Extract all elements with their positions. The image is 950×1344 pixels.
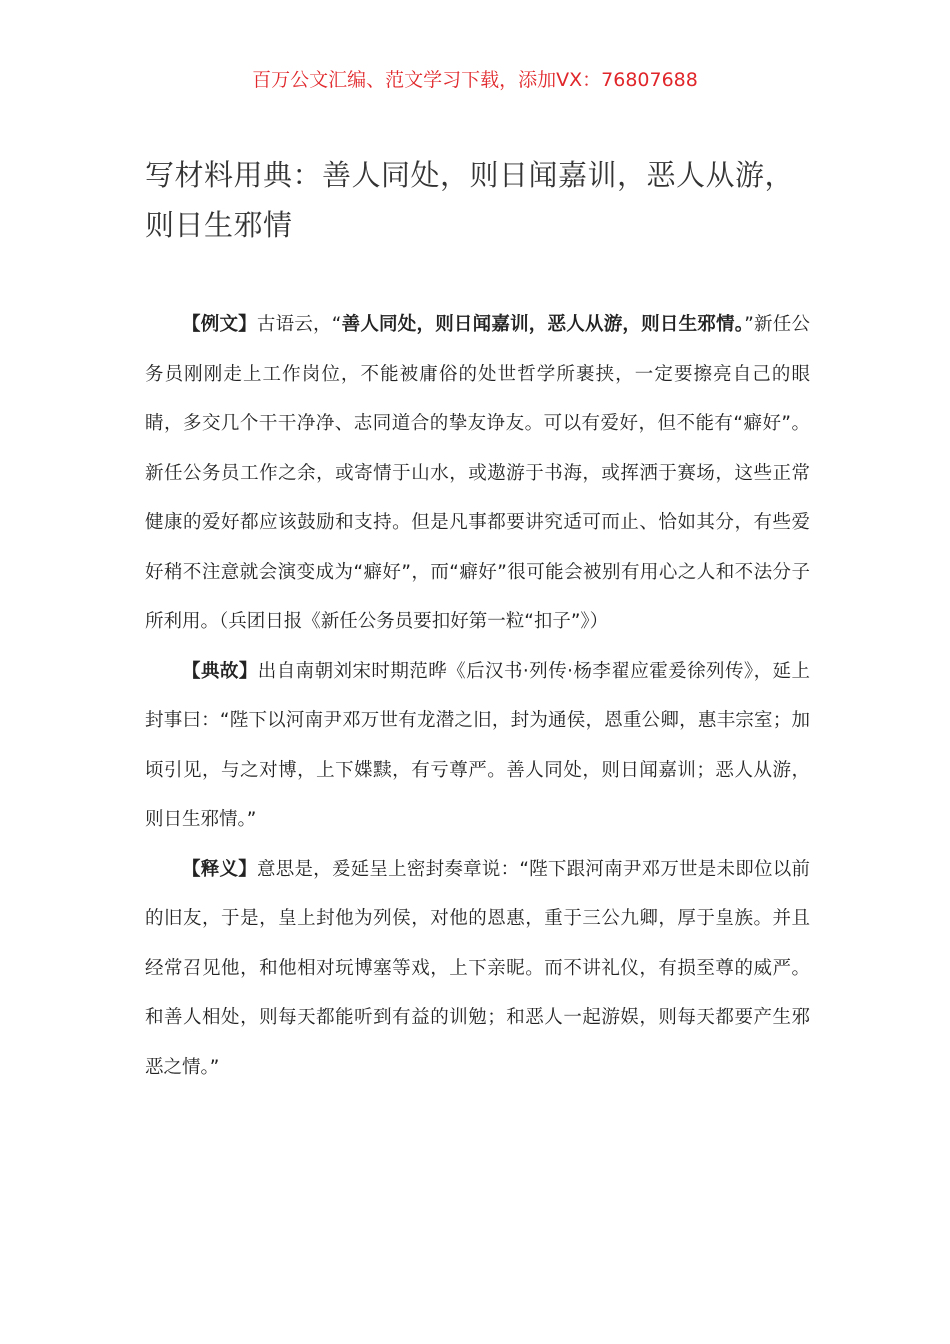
allusion-text: 出自南朝刘宋时期范晔《后汉书·列传·杨李翟应霍爰徐列传》，延上封事曰：“陛下以河南尹邓万世有龙潜之旧，封为通侯，恩重公卿，惠丰宗室；加顷引见，与之对博，上下媟黩，有亏尊严。善人同处，则日闻嘉训；恶人从游，则日生邪情。” <box>145 660 810 830</box>
example-intro: 古语云，“ <box>256 314 342 335</box>
meaning-tag: 【释义】 <box>182 858 257 880</box>
example-text: ”新任公务员刚刚走上工作岗位，不能被庸俗的处世哲学所裹挟，一定要擦亮自己的眼睛，多交几个干干净净、志同道合的挚友诤友。可以有爱好，但不能有“癖好”。新任公务员工作之余，或寄情于山水，或遨游于书海，或挥洒于赛场，这些正常健康的爱好都应该鼓励和支持。但是凡事都要讲究适可而止、恰如其分，有些爱好稍不注意就会演变成为“癖好”，而“癖好”很可能会被别有用心之人和不法分子所利用。（兵团日报《新任公务员要扣好第一粒“扣子”》） <box>145 314 810 632</box>
meaning-paragraph <box>145 845 810 1093</box>
example-paragraph <box>145 300 810 647</box>
page-title: 写材料用典：善人同处，则日闻嘉训，恶人从游，则日生邪情 <box>145 158 795 242</box>
allusion-paragraph <box>145 647 810 845</box>
document-body <box>145 300 810 1092</box>
allusion-tag: 【典故】 <box>182 660 258 682</box>
example-quote: 善人同处，则日闻嘉训，恶人从游，则日生邪情。 <box>341 314 745 335</box>
header-banner: 百万公文汇编、范文学习下载，添加VX：76807688 <box>252 69 698 91</box>
meaning-text: 意思是，爰延呈上密封奏章说：“陛下跟河南尹邓万世是未即位以前的旧友，于是，皇上封他为列侯，对他的恩惠，重于三公九卿，厚于皇族。并且经常召见他，和他相对玩博塞等戏，上下亲昵。而不讲礼仪，有损至尊的威严。和善人相处，则每天都能听到有益的训勉；和恶人一起游娱，则每天都要产生邪恶之情。” <box>145 858 810 1078</box>
example-tag: 【例文】 <box>182 314 257 335</box>
